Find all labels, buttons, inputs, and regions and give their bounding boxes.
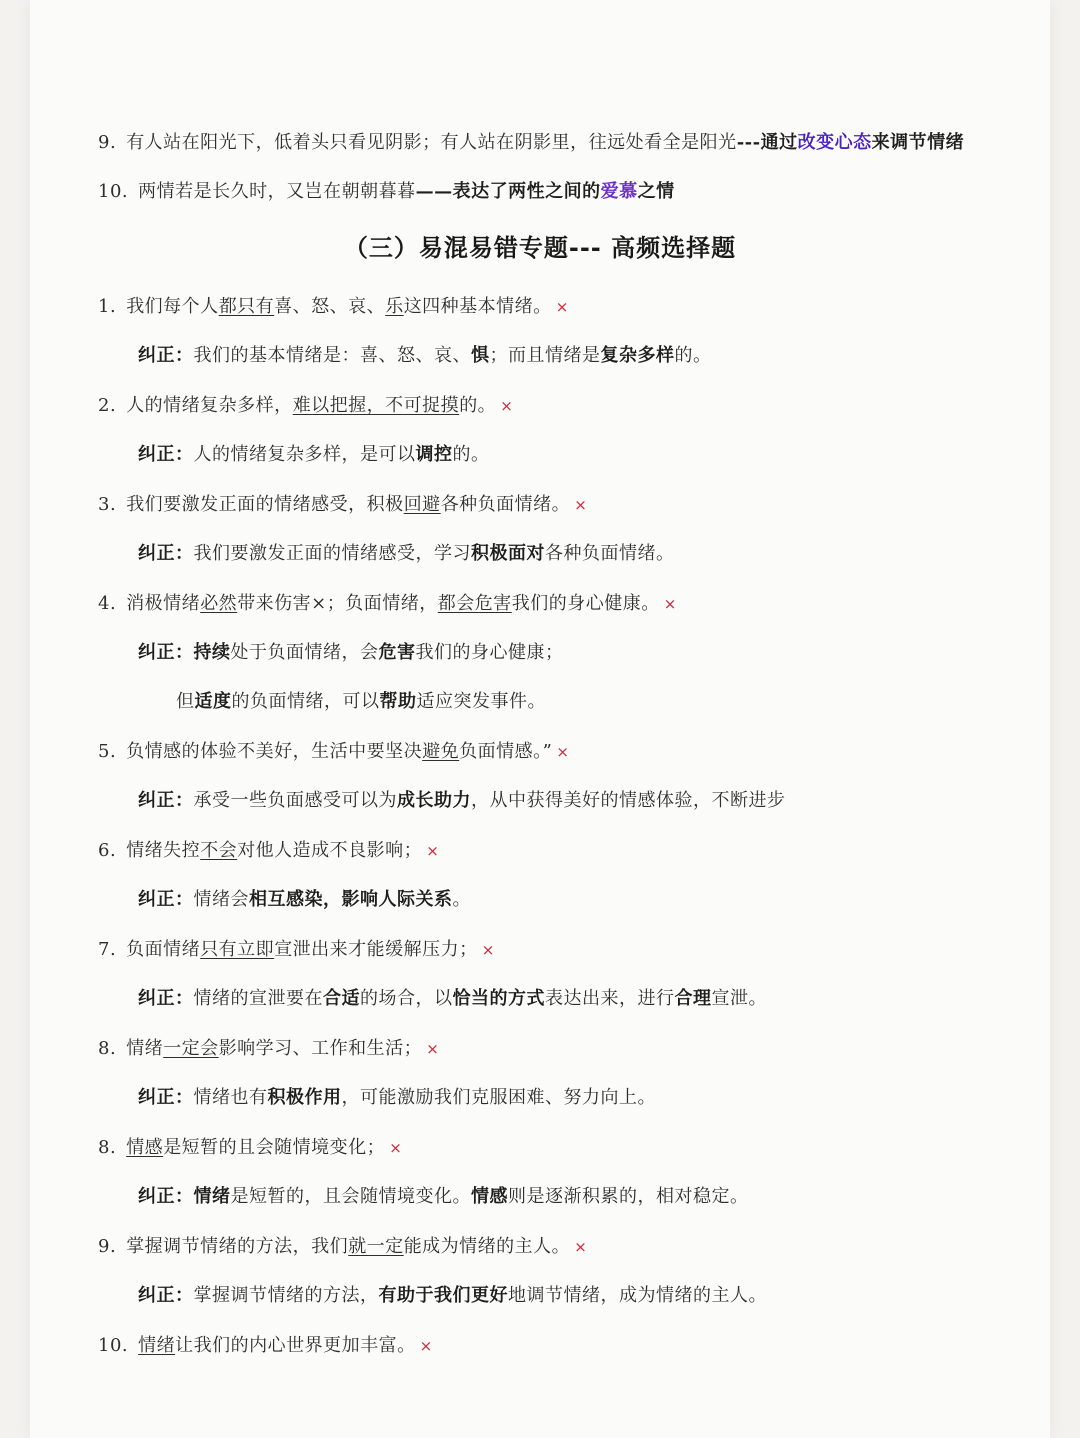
question-text: 负面情感。” xyxy=(459,741,553,762)
error-keyword: 回避 xyxy=(403,494,441,515)
correction-keyword: 积极作用 xyxy=(267,1087,342,1108)
correction-4-continued xyxy=(176,690,546,714)
correction-text: 情绪的宣泄要在 xyxy=(193,988,323,1009)
correction-keyword: 调控 xyxy=(415,444,453,465)
error-keyword: 情感 xyxy=(126,1137,164,1158)
question-7 xyxy=(98,938,495,962)
question-text: 带来伤害×；负面情绪， xyxy=(237,593,438,614)
document-page xyxy=(30,0,1050,1438)
error-keyword: 情绪 xyxy=(138,1335,176,1356)
wrong-mark: × xyxy=(426,1040,440,1058)
correction-text: 的。 xyxy=(674,345,712,366)
question-number: 6. xyxy=(98,840,117,861)
correction-label: 纠正： xyxy=(138,444,194,465)
correction-6 xyxy=(138,888,471,912)
correction-text: 但 xyxy=(176,691,195,712)
question-text: 负情感的体验不美好，生活中要坚决 xyxy=(126,741,423,762)
correction-text: 我们的基本情绪是：喜、怒、哀、 xyxy=(193,345,471,366)
question-text: 喜、怒、哀、 xyxy=(274,296,386,317)
question-text: 这四种基本情绪。 xyxy=(403,296,552,317)
correction-label: 纠正： xyxy=(138,1285,194,1306)
wrong-mark: × xyxy=(426,842,440,860)
wrong-mark: × xyxy=(555,298,569,316)
correction-keyword: 帮助 xyxy=(379,691,417,712)
question-number: 10. xyxy=(98,1335,129,1356)
correction-3 xyxy=(138,542,675,566)
error-keyword: 必然 xyxy=(200,593,238,614)
question-text: 我们的身心健康。 xyxy=(511,593,660,614)
correction-keyword: 恰当的方式 xyxy=(452,988,545,1009)
correction-keyword: 成长助力 xyxy=(397,790,471,811)
correction-7 xyxy=(138,987,767,1011)
correction-8b xyxy=(138,1185,749,1209)
item-bold: 来调节情绪 xyxy=(871,132,965,153)
question-10 xyxy=(98,1334,433,1358)
question-number: 4. xyxy=(98,593,117,614)
correction-text: 。 xyxy=(452,889,471,910)
error-keyword: 都会危害 xyxy=(437,593,512,614)
error-keyword: 乐 xyxy=(385,296,404,317)
wrong-mark: × xyxy=(389,1139,403,1157)
correction-text: 掌握调节情绪的方法， xyxy=(193,1285,379,1306)
question-number: 2. xyxy=(98,395,117,416)
error-keyword: 难以把握，不可捉摸 xyxy=(292,395,460,416)
correction-keyword: 情绪 xyxy=(193,1186,231,1207)
correction-keyword: 积极面对 xyxy=(471,543,545,564)
correction-text: 是短暂的，且会随情境变化。 xyxy=(230,1186,471,1207)
correction-keyword: 惧 xyxy=(471,345,490,366)
question-2 xyxy=(98,394,513,418)
correction-keyword: 有助于我们更好 xyxy=(378,1285,508,1306)
question-text: 掌握调节情绪的方法，我们 xyxy=(126,1236,349,1257)
correction-2 xyxy=(138,443,490,467)
question-3 xyxy=(98,493,587,517)
correction-keyword: 合理 xyxy=(674,988,712,1009)
correction-text: 的负面情绪，可以 xyxy=(231,691,380,712)
correction-4 xyxy=(138,641,564,665)
item-bold: ——表达了两性之间的 xyxy=(415,181,601,202)
correction-text: 则是逐渐积累的，相对稳定。 xyxy=(508,1186,749,1207)
correction-keyword: 危害 xyxy=(378,642,416,663)
question-text: 情绪失控 xyxy=(126,840,201,861)
question-text: 各种负面情绪。 xyxy=(440,494,571,515)
question-text: 消极情绪 xyxy=(126,593,201,614)
correction-text: 地调节情绪，成为情绪的主人。 xyxy=(508,1285,767,1306)
question-5 xyxy=(98,740,569,764)
error-keyword: 不会 xyxy=(200,840,238,861)
question-text: 对他人造成不良影响； xyxy=(237,840,423,861)
correction-label: 纠正： xyxy=(138,345,194,366)
question-text: 能成为情绪的主人。 xyxy=(403,1236,571,1257)
question-number: 8. xyxy=(98,1137,117,1158)
question-number: 7. xyxy=(98,939,117,960)
question-number: 1. xyxy=(98,296,117,317)
item-bold: 之情 xyxy=(637,181,675,202)
correction-text: 我们的身心健康； xyxy=(415,642,564,663)
question-number: 9. xyxy=(98,1236,117,1257)
question-number: 3. xyxy=(98,494,117,515)
item-number: 9. xyxy=(98,132,117,153)
correction-8a xyxy=(138,1086,656,1110)
question-1 xyxy=(98,295,569,319)
error-keyword: 避免 xyxy=(422,741,460,762)
question-8b xyxy=(98,1136,402,1160)
correction-label: 纠正： xyxy=(138,889,194,910)
wrong-mark: × xyxy=(556,743,570,761)
question-text: 宣泄出来才能缓解压力； xyxy=(274,939,478,960)
question-text: 让我们的内心世界更加丰富。 xyxy=(175,1335,416,1356)
correction-text: 宣泄。 xyxy=(711,988,767,1009)
correction-keyword: 相互感染，影响人际关系 xyxy=(249,889,453,910)
correction-1 xyxy=(138,344,712,368)
error-keyword: 就一定 xyxy=(348,1236,404,1257)
wrong-mark: × xyxy=(663,595,677,613)
question-text: 影响学习、工作和生活； xyxy=(218,1038,423,1059)
question-text: 人的情绪复杂多样， xyxy=(126,395,293,416)
correction-text: 的场合，以 xyxy=(360,988,453,1009)
correction-label: 纠正： xyxy=(138,1087,194,1108)
correction-text: 情绪会 xyxy=(193,889,249,910)
item-bold: ---通过 xyxy=(736,132,798,153)
question-9 xyxy=(98,1235,587,1259)
correction-keyword: 复杂多样 xyxy=(600,345,675,366)
question-6 xyxy=(98,839,439,863)
section-title: （三）易混易错专题--- 高频选择题 xyxy=(343,234,737,262)
question-text: 我们每个人 xyxy=(126,296,219,317)
correction-5 xyxy=(138,789,786,813)
top-item-9 xyxy=(98,131,964,155)
item-highlight: 改变心态 xyxy=(797,132,872,153)
correction-text: 的。 xyxy=(452,444,490,465)
item-text: 两情若是长久时，又岂在朝朝暮暮 xyxy=(138,181,416,202)
question-text: 我们要激发正面的情绪感受，积极 xyxy=(126,494,404,515)
wrong-mark: × xyxy=(419,1337,433,1355)
correction-text: 各种负面情绪。 xyxy=(545,543,675,564)
question-text: 情绪 xyxy=(126,1038,164,1059)
question-number: 5. xyxy=(98,741,117,762)
correction-keyword: 持续 xyxy=(193,642,231,663)
error-keyword: 都只有 xyxy=(218,296,275,317)
correction-text: 适应突发事件。 xyxy=(416,691,546,712)
correction-label: 纠正： xyxy=(138,543,194,564)
correction-label: 纠正： xyxy=(138,790,194,811)
question-8a xyxy=(98,1037,439,1061)
question-text: 是短暂的且会随情境变化； xyxy=(163,1137,386,1158)
correction-keyword: 适度 xyxy=(194,691,232,712)
wrong-mark: × xyxy=(481,941,495,959)
correction-label: 纠正： xyxy=(138,1186,194,1207)
correction-text: 人的情绪复杂多样，是可以 xyxy=(193,444,416,465)
correction-text: ，可能激励我们克服困难、努力向上。 xyxy=(341,1087,656,1108)
correction-text: 情绪也有 xyxy=(193,1087,268,1108)
correction-text: 承受一些负面感受可以为 xyxy=(193,790,397,811)
wrong-mark: × xyxy=(500,397,514,415)
question-number: 8. xyxy=(98,1038,117,1059)
wrong-mark: × xyxy=(574,1238,588,1256)
correction-text: 我们要激发正面的情绪感受，学习 xyxy=(193,543,471,564)
correction-text: 表达出来，进行 xyxy=(545,988,675,1009)
correction-keyword: 情感 xyxy=(471,1186,508,1207)
error-keyword: 只有立即 xyxy=(200,939,275,960)
correction-label: 纠正： xyxy=(138,988,194,1009)
correction-text: ，从中获得美好的情感体验，不断进步 xyxy=(471,790,786,811)
top-item-10 xyxy=(98,180,675,204)
correction-label: 纠正： xyxy=(138,642,194,663)
question-text: 负面情绪 xyxy=(126,939,201,960)
question-4 xyxy=(98,592,677,616)
item-text: 有人站在阳光下，低着头只看见阴影；有人站在阴影里，往远处看全是阳光 xyxy=(126,132,737,153)
error-keyword: 一定会 xyxy=(163,1038,219,1059)
item-highlight: 爱慕 xyxy=(600,181,638,202)
correction-keyword: 合适 xyxy=(323,988,360,1009)
correction-text: ；而且情绪是 xyxy=(489,345,601,366)
correction-text: 处于负面情绪，会 xyxy=(230,642,379,663)
wrong-mark: × xyxy=(574,496,588,514)
correction-9 xyxy=(138,1284,767,1308)
question-text: 的。 xyxy=(459,395,497,416)
item-number: 10. xyxy=(98,181,129,202)
